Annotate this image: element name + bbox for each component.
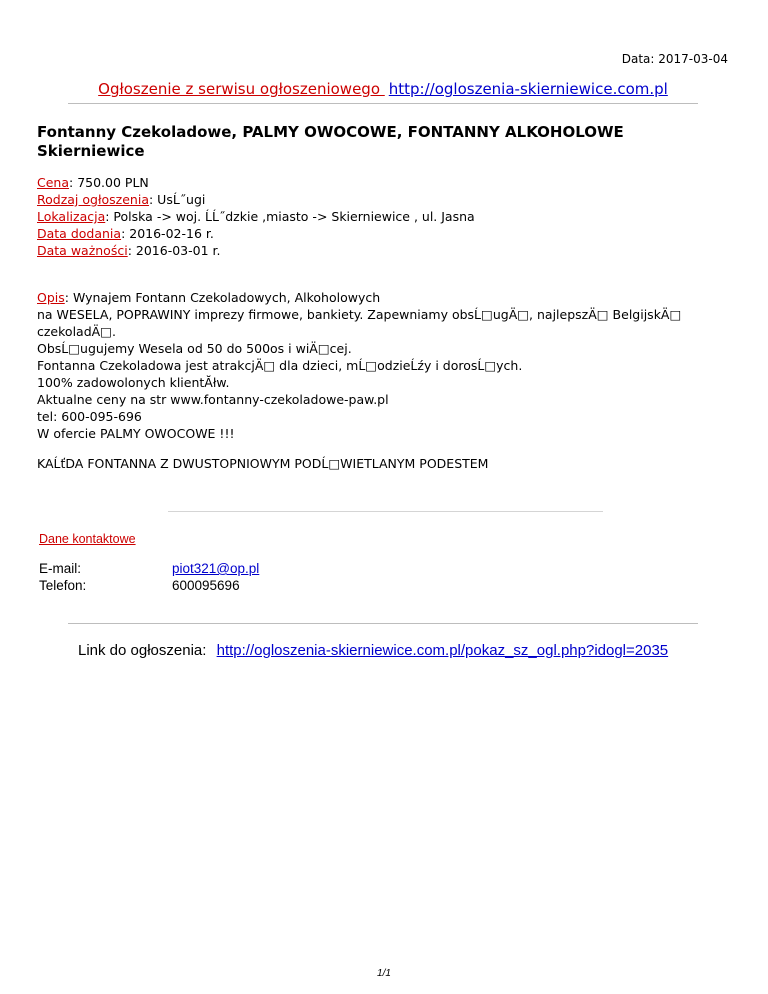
contact-row-phone <box>39 577 259 594</box>
contact-row-email <box>39 560 259 577</box>
meta-key[interactable]: Cena <box>37 175 70 190</box>
print-date: Data: 2017-03-04 <box>621 52 728 66</box>
source-line <box>68 80 698 98</box>
desc-line: 100% zadowolonych klientĂłw. <box>37 375 230 390</box>
desc-line: Fontanna Czekoladowa jest atrakcjÄ□ dla dzieci, mĹ□odzieĹźy i dorosĹ□ych. <box>37 358 523 373</box>
desc-line: na WESELA, POPRAWINY imprezy firmowe, bankiety. Zapewniamy obsĹ□ugÄ□, najlepszÄ□ BelgijskÄ□ <box>37 307 682 322</box>
meta-row-location <box>37 208 475 225</box>
desc-line: ObsĹ□ugujemy Wesela od 50 do 500os i wiÄ□cej. <box>37 341 352 356</box>
desc-line: tel: 600-095-696 <box>37 409 142 424</box>
desc-key[interactable]: Opis <box>37 290 65 305</box>
desc-first-line <box>37 289 737 306</box>
meta-value: : UsĹ˝ugi <box>148 192 206 207</box>
source-label-link[interactable]: Ogłoszenie z serwisu ogłoszeniowego <box>98 80 385 98</box>
desc-line: W ofercie PALMY OWOCOWE !!! <box>37 426 235 441</box>
source-url-link[interactable]: http://ogloszenia-skierniewice.com.pl <box>388 80 668 98</box>
meta-row-price <box>37 174 475 191</box>
contact-info <box>39 560 259 594</box>
meta-value: : 2016-03-01 r. <box>127 243 221 258</box>
divider <box>68 103 698 104</box>
desc-footer: KAĹťDA FONTANNA Z DWUSTOPNIOWYM PODĹ□WIETLANYM PODESTEM <box>37 456 489 471</box>
meta-value: : Polska -> woj. ĹĹ˝dzkie ,miasto -> Skierniewice , ul. Jasna <box>105 209 475 224</box>
meta-value: : 2016-02-16 r. <box>121 226 214 241</box>
meta-key[interactable]: Rodzaj ogłoszenia <box>37 192 149 207</box>
ad-link-label: Link do ogłoszenia: <box>78 642 207 659</box>
meta-row-type <box>37 191 475 208</box>
phone-label: Telefon: <box>39 578 87 593</box>
meta-row-valid <box>37 242 475 259</box>
meta-key[interactable]: Data ważności <box>37 243 128 258</box>
desc-line: czekoladÄ□. <box>37 324 116 339</box>
email-label: E-mail: <box>39 561 82 576</box>
desc-text: : Wynajem Fontann Czekoladowych, Alkoholowych <box>64 290 381 305</box>
ad-meta <box>37 174 475 259</box>
meta-key[interactable]: Lokalizacja <box>37 209 106 224</box>
ad-link-url[interactable]: http://ogloszenia-skierniewice.com.pl/pokaz_sz_ogl.php?idogl=2035 <box>216 642 669 659</box>
divider <box>68 623 698 624</box>
phone-value: 600095696 <box>172 578 240 593</box>
page-number: 1/1 <box>377 968 391 979</box>
ad-title: Fontanny Czekoladowe, PALMY OWOCOWE, FONTANNY ALKOHOLOWE Skierniewice <box>37 123 624 160</box>
email-link[interactable]: piot321@op.pl <box>172 561 260 576</box>
meta-row-added <box>37 225 475 242</box>
meta-value: : 750.00 PLN <box>69 175 149 190</box>
desc-line: Aktualne ceny na str www.fontanny-czekoladowe-paw.pl <box>37 392 389 407</box>
meta-key[interactable]: Data dodania <box>37 226 122 241</box>
divider <box>168 511 603 512</box>
contact-heading[interactable]: Dane kontaktowe <box>39 532 136 546</box>
ad-description <box>37 289 737 442</box>
ad-link-row <box>78 642 668 659</box>
